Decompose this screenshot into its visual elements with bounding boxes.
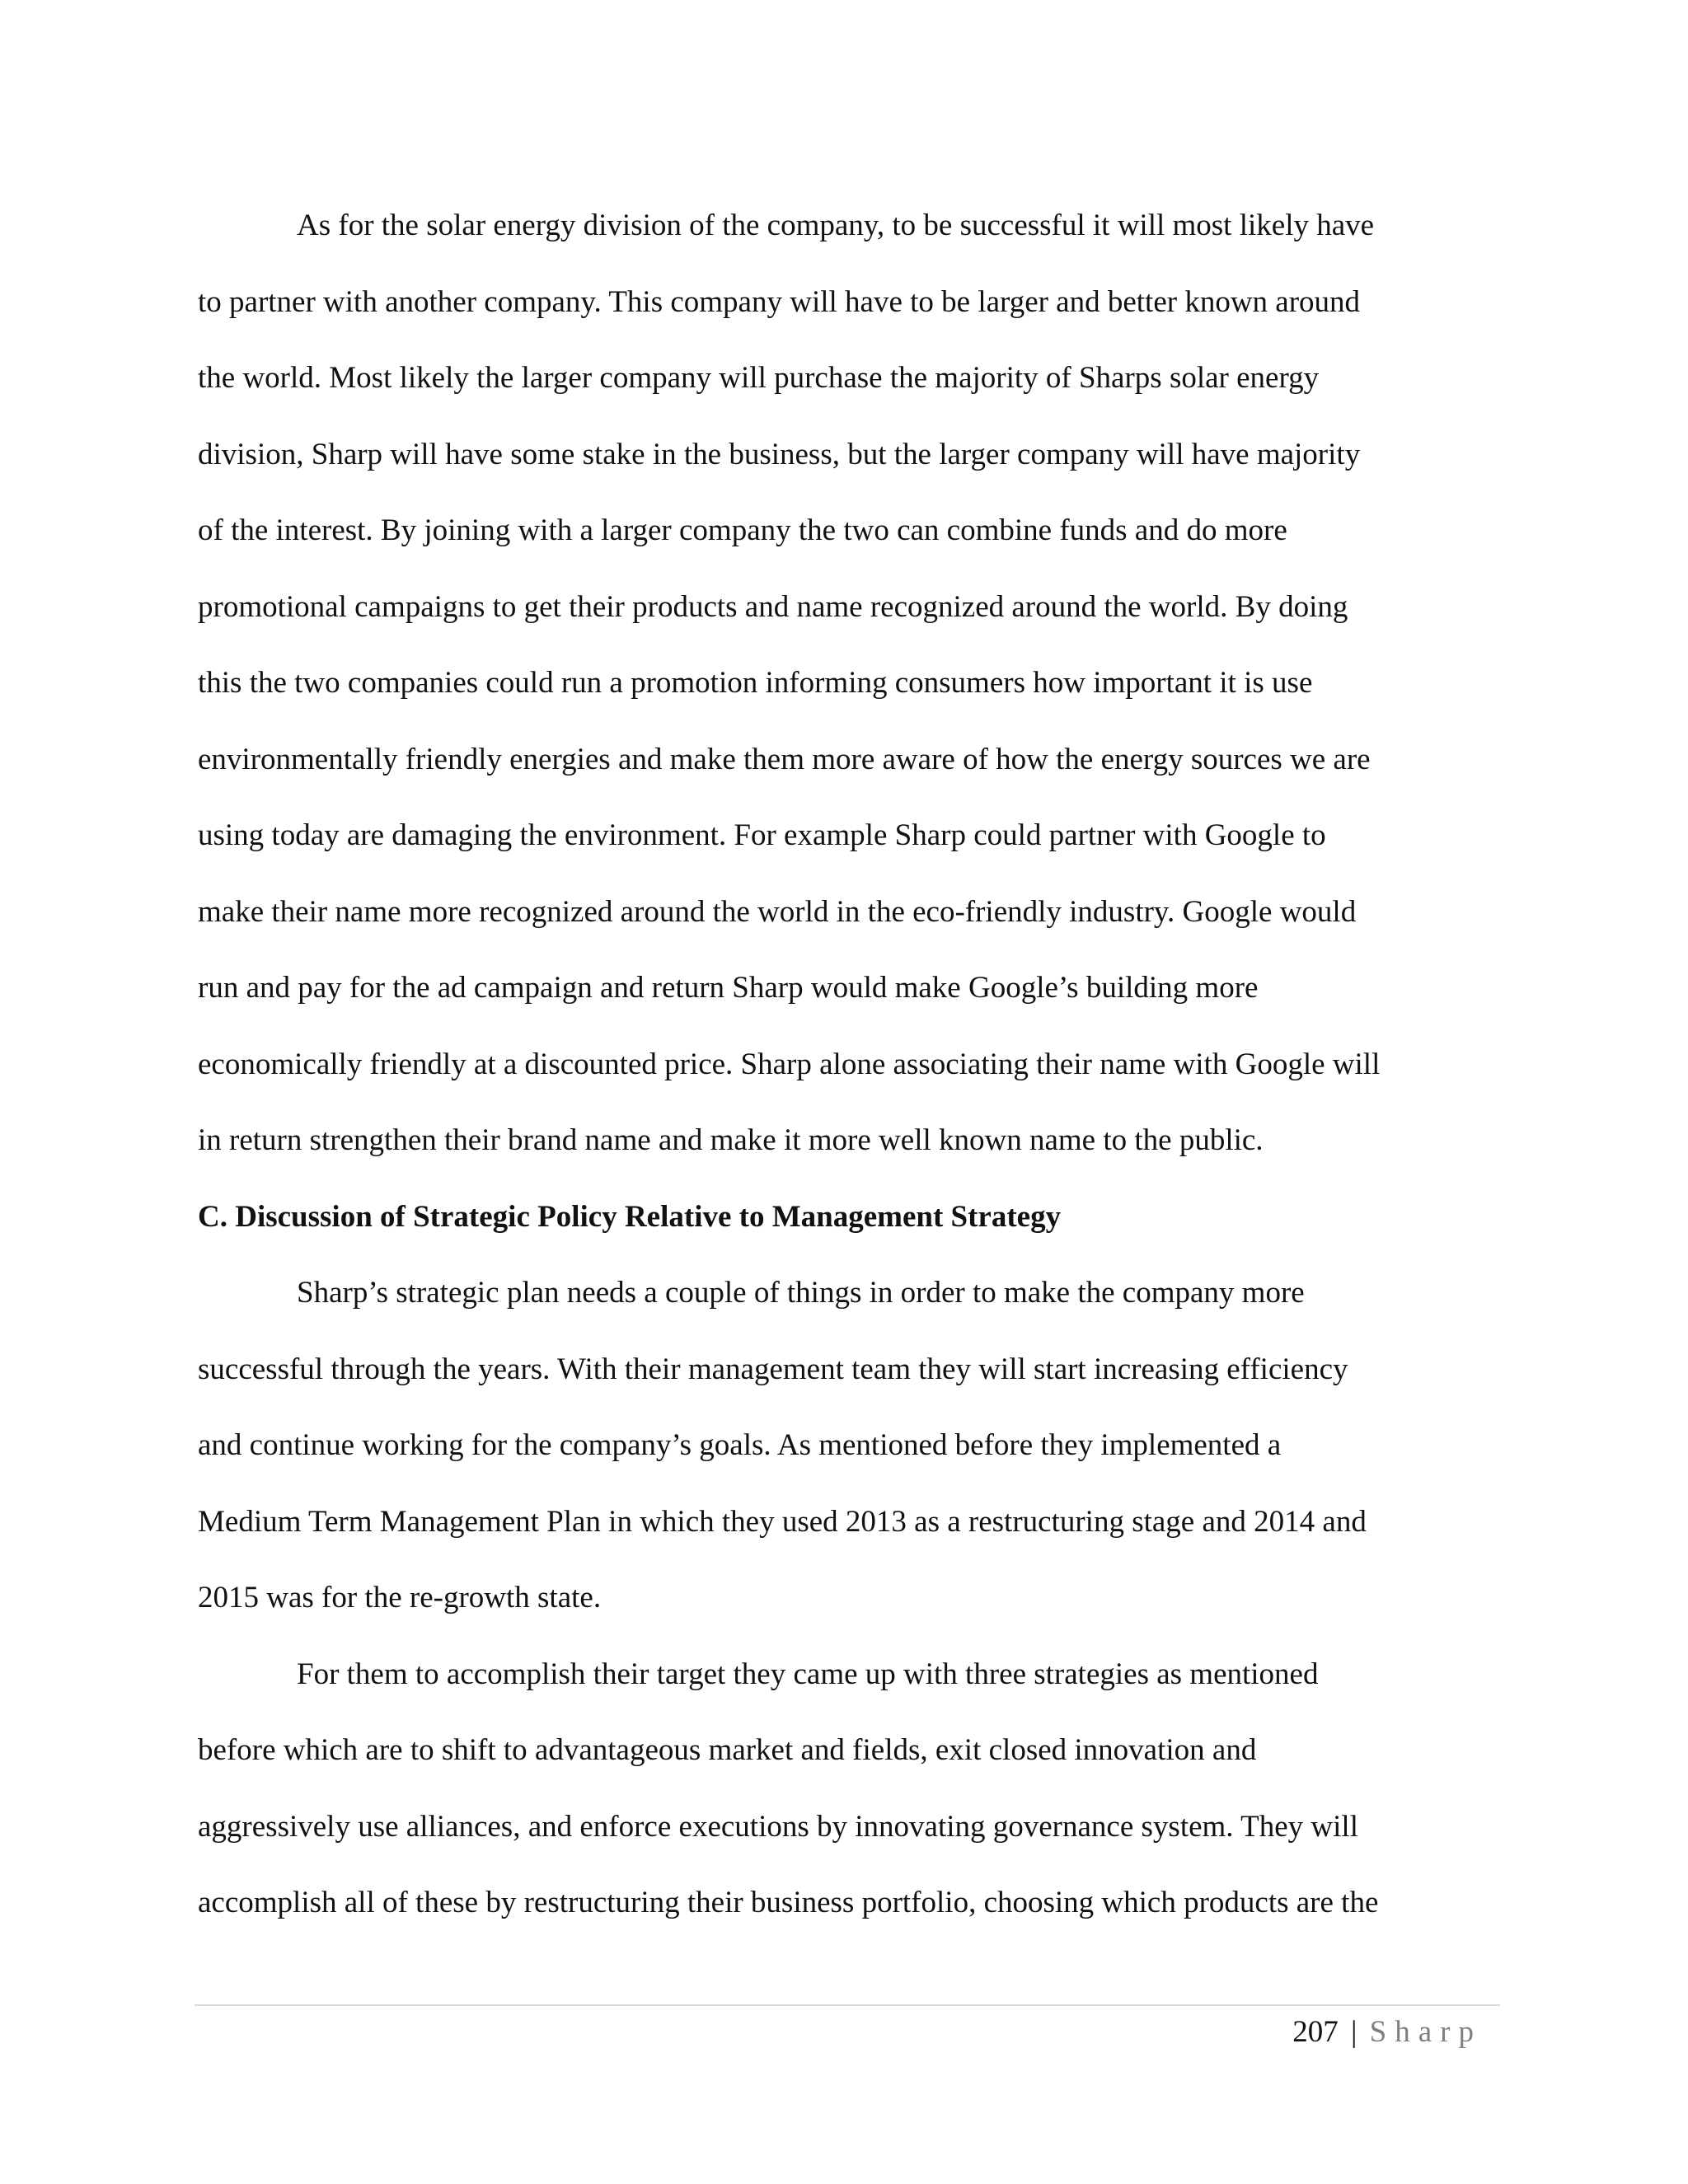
paragraph-line: and continue working for the company’s goals. As mentioned before they implemented a: [198, 1428, 1282, 1462]
paragraph-line: successful through the years. With their management team they will start increasing efficiency: [198, 1352, 1348, 1386]
paragraph-line: before which are to shift to advantageous market and fields, exit closed innovation and: [198, 1733, 1257, 1767]
body-text: [198, 188, 1484, 1942]
paragraph-strategic-plan: [198, 1255, 1484, 1637]
footer-separator: |: [1351, 2015, 1357, 2049]
paragraph-line: make their name more recognized around the world in the eco-friendly industry. Google would: [198, 894, 1357, 929]
footer-divider: [195, 2004, 1500, 2006]
page-footer: [1292, 2013, 1482, 2052]
paragraph-line: promotional campaigns to get their products and name recognized around the world. By doing: [198, 589, 1348, 624]
paragraph-line: accomplish all of these by restructuring their business portfolio, choosing which products are the: [198, 1886, 1379, 1919]
paragraph-line: Medium Term Management Plan in which they used 2013 as a restructuring stage and 2014 and: [198, 1504, 1367, 1539]
paragraph-line: division, Sharp will have some stake in the business, but the larger company will have majority: [198, 437, 1361, 471]
section-heading: C. Discussion of Strategic Policy Relative to Management Strategy: [198, 1199, 1062, 1234]
paragraph-line: this the two companies could run a promotion informing consumers how important it is use: [198, 666, 1313, 700]
paragraph-line: As for the solar energy division of the company, to be successful it will most likely have: [297, 209, 1375, 242]
paragraph-line: to partner with another company. This company will have to be larger and better known around: [198, 284, 1361, 319]
paragraph-line: the world. Most likely the larger company will purchase the majority of Sharps solar energy: [198, 361, 1320, 395]
paragraph-line: using today are damaging the environment. For example Sharp could partner with Google to: [198, 818, 1326, 852]
paragraph-line: aggressively use alliances, and enforce executions by innovating governance system. They will: [198, 1809, 1358, 1844]
paragraph-line: Sharp’s strategic plan needs a couple of things in order to make the company more: [297, 1276, 1305, 1310]
page-number: 207: [1292, 2015, 1339, 2049]
paragraph-line: in return strengthen their brand name and make it more well known name to the public.: [198, 1123, 1264, 1157]
paragraph-line: run and pay for the ad campaign and return Sharp would make Google’s building more: [198, 971, 1259, 1005]
paragraph-solar-division: [198, 188, 1484, 1179]
paragraph-line: For them to accomplish their target they came up with three strategies as mentioned: [297, 1657, 1319, 1691]
paragraph-line: 2015 was for the re-growth state.: [198, 1581, 602, 1615]
running-head: Sharp: [1369, 2015, 1482, 2049]
paragraph-line: of the interest. By joining with a larger company the two can combine funds and do more: [198, 513, 1287, 547]
paragraph-line: economically friendly at a discounted price. Sharp alone associating their name with Google will: [198, 1047, 1381, 1081]
paragraph-line: environmentally friendly energies and make them more aware of how the energy sources we are: [198, 742, 1371, 776]
paragraph-three-strategies: [198, 1637, 1484, 1942]
